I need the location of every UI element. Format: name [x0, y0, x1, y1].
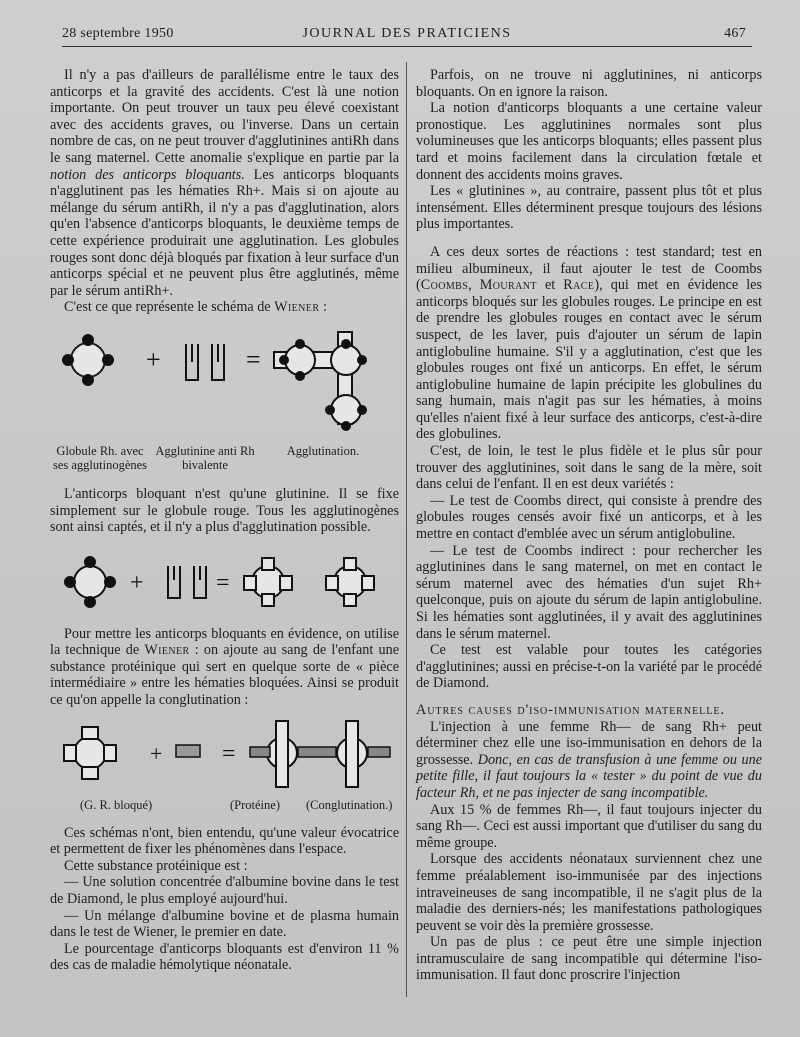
svg-text:=: =	[216, 569, 230, 596]
paragraph: Les « glutinines », au contraire, passent plus tôt et plus intensément. Elles déterminent presque toujours des lésions plus importantes.	[416, 183, 762, 233]
paragraph: L'injection à une femme Rh— de sang Rh+ peut déterminer chez elle une iso-immunisation en dehors de la grossesse. Donc, en cas de transfusion à une femme ou une petite fille, il faut toujours la « tester » du point de vue du facteur Rh, et ne pas injecter de sang incompatible.	[416, 718, 763, 801]
antibody-icon	[186, 344, 224, 380]
paragraph: Aux 15 % de femmes Rh—, il faut toujours injecter du sang Rh—. Ceci est aussi important que d'utiliser du sang du même groupe.	[416, 801, 762, 851]
caption-gr-bloque: (G. R. bloqué)	[80, 797, 153, 812]
header-date: 28 septembre 1950	[62, 26, 174, 41]
header-page-number: 467	[724, 26, 746, 41]
figure-captions	[50, 797, 399, 815]
caption-agglutination: Agglutination.	[286, 443, 360, 458]
caption-conglutination: (Conglutination.)	[306, 797, 393, 812]
svg-text:=: =	[246, 344, 261, 374]
paragraph: — Le test de Coombs direct, qui consiste à prendre des globules rouges censés avoir fixé un anticorps, et à les mettre en contact d'emblée avec un sérum antiglobuline.	[416, 492, 762, 543]
paragraph: — Le test de Coombs indirect : pour rechercher les agglutinines dans le sang maternel, on met en contact le sérum maternel avec des hématies d'un sujet Rh+ quelconque, puis on ajoute du sérum de lapin antiglobuline. Si les hématies sont agglutinées, il y avait des agglutinines dans le sérum maternel.	[416, 542, 762, 642]
page-header	[62, 24, 752, 47]
paragraph: C'est ce que représente le schéma de Wiener :	[64, 299, 327, 316]
caption-globule: Globule Rh. avec ses agglutinogènes	[52, 443, 148, 472]
paragraph: Ces schémas n'ont, bien entendu, qu'une valeur évocatrice et permettent de fixer les phénomènes dans l'espace.	[50, 824, 399, 858]
caption-agglutinine: Agglutinine anti Rh bivalente	[155, 443, 255, 472]
figure-blocked-antibody	[50, 542, 399, 622]
paragraph: Ce test est valable pour toutes les catégories d'agglutinines; aussi en précise-t-on la variété par le procédé de Diamond.	[416, 642, 762, 692]
paragraph: Parfois, on ne trouve ni agglutinines, ni anticorps bloquants. On en ignore la raison.	[416, 67, 762, 100]
paragraph: C'est, de loin, le test le plus fidèle et le plus sûr pour trouver des agglutinines, soit dans le sang de la mère, soit dans celui de l'enfant. Il en est deux variétés :	[416, 443, 762, 493]
paragraph: — Une solution concentrée d'albumine bovine dans le test de Diamond, le plus employé aujourd'hui.	[50, 874, 399, 908]
figure-wiener-agglutination	[50, 322, 399, 440]
conglutination-diagram	[50, 715, 399, 793]
paragraph: La notion d'anticorps bloquants a une certaine valeur pronostique. Les agglutinines normales sont plus volumineuses que les anticorps bloquants; elles passent plus tard et moins facilement dans la circulation fœtale et donnent des accidents moins graves.	[416, 100, 762, 183]
svg-text:+: +	[130, 569, 144, 596]
red-cell-icon	[71, 343, 105, 377]
agglutination-diagram	[50, 322, 399, 440]
svg-text:+: +	[146, 344, 161, 374]
section-heading: Autres causes d'iso-immunisation maternelle.	[416, 701, 726, 718]
paragraph: Lorsque des accidents néonataux surviennent chez une femme préalablement iso-immunisée par des injections intraveineuses de sang incompatible, il ne s'agit plus de la maladie des derniers-nés; les manifestations pathologiques peuvent se voir dès la première grossesse.	[416, 851, 762, 934]
figure-conglutination	[50, 715, 399, 793]
column-divider	[406, 62, 407, 997]
paragraph: L'anticorps bloquant n'est qu'une glutinine. Il se fixe simplement sur le globule rouge. Tous les agglutinogènes sont ainsi captés, et il n'y a plus d'agglutination possible.	[50, 485, 399, 536]
paragraph: A ces deux sortes de réactions : test standard; test en milieu albumineux, il faut ajouter le test de Coombs (Coombs, Mourant et Race), qui met en évidence les anticorps bloqués sur les globules rouges. Le principe en est de prendre les globules rouges en contact avec le sérum suspect, de les laver, puis d'ajouter un sérum de lapin antiglobuline humaine. S'il y a agglutination, c'est que les globules rouges ont fixé un anticorps. En effet, le sérum antiglobuline humaine de lapin précipite les globulines du sang humain, mais n'agit pas sur les hématies, à moins qu'elles n'aient fixé à leur surface des anticorps, c'est-à-dire des globulines.	[416, 243, 762, 443]
paragraph: Cette substance protéinique est :	[64, 857, 248, 874]
svg-text:=: =	[222, 740, 236, 767]
figure-captions	[50, 444, 399, 480]
blocked-antibody-diagram	[50, 542, 399, 622]
paragraph: Le pourcentage d'anticorps bloquants est d'environ 11 % des cas de maladie hémolytique néonatale.	[50, 940, 399, 974]
right-column	[416, 67, 762, 984]
caption-proteine: (Protéine)	[230, 797, 280, 812]
paragraph: — Un mélange d'albumine bovine et de plasma humain dans le test de Wiener, le premier en date.	[50, 907, 399, 941]
paragraph: Un pas de plus : ce peut être une simple injection intramusculaire de sang incompatible qui détermine l'iso-immunisation. Il faut donc proscrire l'injection	[416, 934, 762, 984]
header-journal-title: JOURNAL DES PRATICIENS	[302, 26, 512, 41]
left-column	[50, 67, 399, 974]
paragraph: Pour mettre les anticorps bloquants en évidence, on utilise la technique de Wiener : on ajoute au sang de l'enfant une substance protéinique qui sert en quelque sorte de « pièce intermédiaire » entre les hématies bloquées. Ainsi se produit ce qu'on appelle la conglutination :	[50, 625, 400, 709]
svg-text:+: +	[150, 740, 163, 766]
paragraph: Il n'y a pas d'ailleurs de parallélisme entre le taux des anticorps et la gravité des accidents. C'est là une notion importante. On peut trouver un taux peu élevé coexistant avec des accidents graves, ou l'inverse. Dans un certain nombre de cas, on ne peut trouver d'agglutinines antiRh dans le sang maternel. Cette anomalie s'explique en partie par la notion des anticorps bloquants. Les anticorps bloquants n'agglutinent pas les hématies Rh+. Mais si on ajoute au mélange du sérum antiRh, il n'y a pas d'agglutination, alors qu'en l'absence d'anticorps bloquants, le deuxième temps de cette expérience produirait une agglutination. Les globules rouges sont donc déjà bloqués par fixation à leur surface d'un anticorps spécial et ne peuvent plus être agglutinés, même par le sérum antiRh+.	[50, 67, 399, 299]
